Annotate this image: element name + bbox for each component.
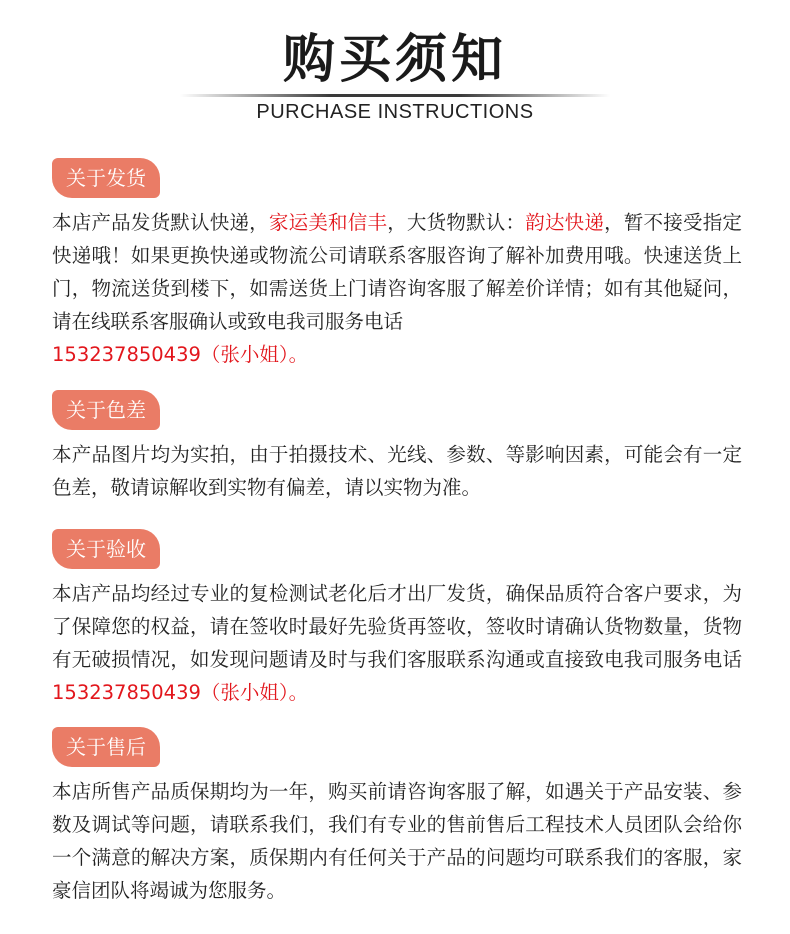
- text-segment: 本店所售产品质保期均为一年，购买前请咨询客服了解，如遇关于产品安装、参数及调试等问题，请联系我们，我们有专业的售前售后工程技术人员团队会给你一个满意的解决方案，质保期内有任何关于产品的问题均可联系我们的客服，家豪信团队将竭诚为您服务。: [52, 780, 742, 902]
- highlight-phone: 15323785043​9（张小姐）。: [52, 343, 309, 366]
- section-text-after-sales: [52, 775, 742, 907]
- section-text-color-difference: [52, 438, 742, 504]
- text-segment: ，暂不接受指定快递哦！如果更换快递或物流公司请联系客服咨询了解补加费用哦。快速送货上门，物流送货到楼下，如需送货上门请咨询客服了解差价详情；如有其他疑问，请在线联系客服确认或致电我司服务电话: [52, 211, 742, 333]
- text-segment: 本产品图片均为实拍，由于拍摄技术、光线、参数、等影响因素，可能会有一定色差，敬请谅解收到实物有偏差，请以实物为准。: [52, 443, 742, 499]
- highlight-bulk-courier: 韵达快递: [525, 211, 605, 234]
- section-text-inspection: [52, 577, 742, 709]
- section-tag-inspection: 关于验收: [52, 529, 160, 569]
- section-tag-shipping: 关于发货: [52, 158, 160, 198]
- highlight-phone: 15323785043​9（张小姐）。: [52, 681, 309, 704]
- section-text-shipping: [52, 206, 742, 371]
- page-header: [0, 28, 790, 124]
- section-tag-after-sales: 关于售后: [52, 727, 160, 767]
- highlight-courier: 家运美和信丰: [268, 211, 388, 234]
- section-after-sales: [52, 727, 742, 907]
- section-inspection: [52, 529, 742, 709]
- section-tag-color-difference: 关于色差: [52, 390, 160, 430]
- page-title: 购买须知: [282, 30, 507, 90]
- page-subtitle: PURCHASE INSTRUCTIONS: [256, 101, 534, 123]
- text-segment: 本店产品发货默认快递，: [52, 211, 269, 234]
- section-shipping: [52, 158, 742, 371]
- text-segment: 本店产品均经过专业的复检测试老化后才出厂发货，确保品质符合客户要求，为了保障您的权益，请在签收时最好先验货再签收，签收时请确认货物数量，货物有无破损情况，如发现问题请及时与我们客服联系沟通或直接致电我司服务电话: [52, 582, 742, 671]
- text-segment: ，大货物默认：: [387, 211, 526, 234]
- title-divider: [180, 94, 610, 97]
- section-color-difference: [52, 390, 742, 504]
